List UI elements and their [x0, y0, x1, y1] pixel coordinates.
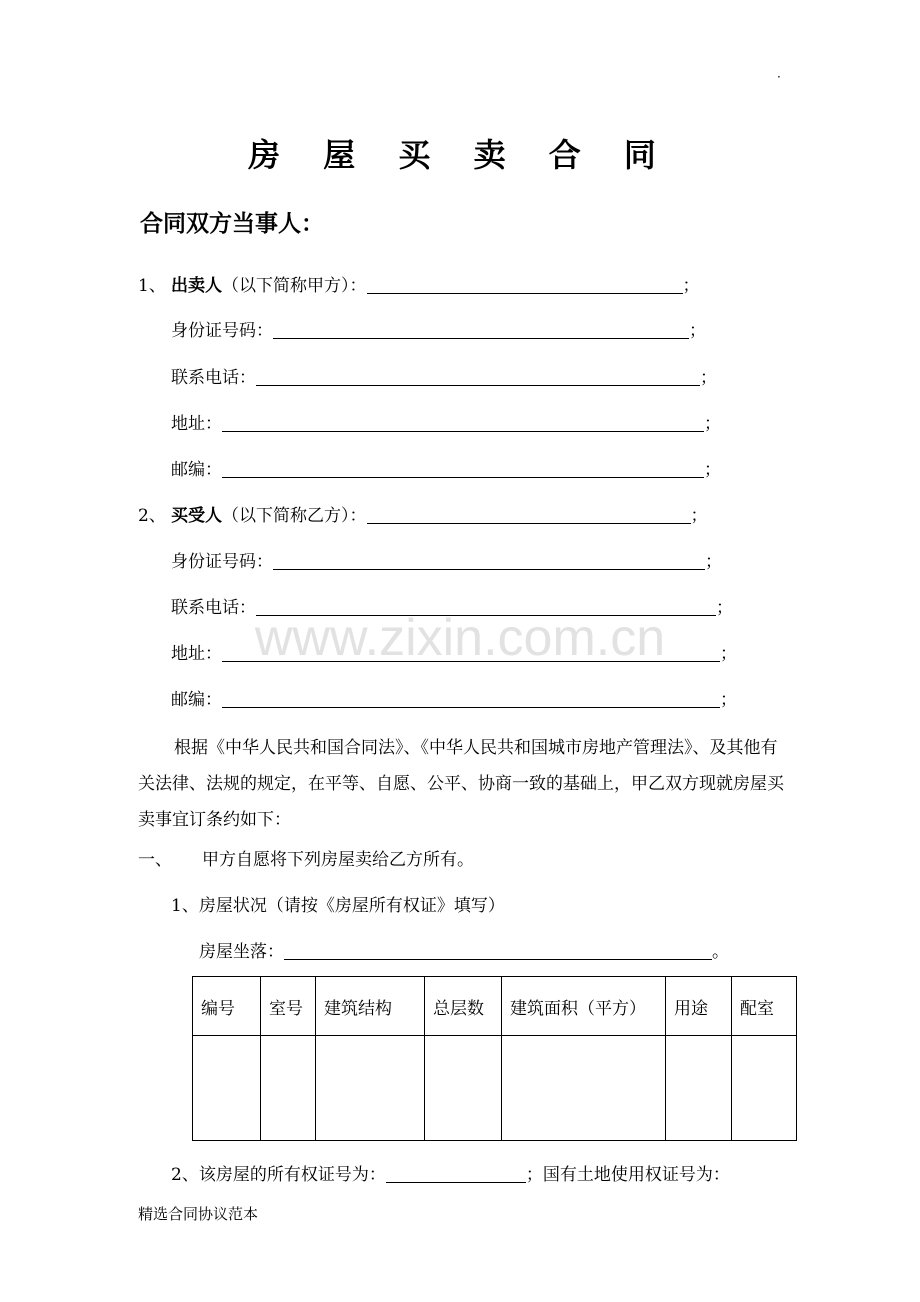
seller-address-blank[interactable]	[222, 411, 704, 432]
buyer-role-note: （以下简称乙方）：	[222, 506, 367, 526]
terminator: ；	[720, 690, 737, 710]
seller-role: 出卖人	[171, 276, 222, 296]
location-end: 。	[712, 942, 729, 962]
table-header: 室号	[261, 977, 316, 1036]
section1-text: 甲方自愿将下列房屋卖给乙方所有。	[202, 850, 474, 870]
item2-line	[171, 1161, 730, 1189]
preamble-paragraph: 根据《中华人民共和国合同法》、《中华人民共和国城市房地产管理法》、及其他有关法律、法规的规定，在平等、自愿、公平、协商一致的基础上，甲乙双方现就房屋买卖事宜订条约如下：	[138, 738, 784, 830]
buyer-address-line	[171, 640, 737, 668]
table-cell[interactable]	[425, 1036, 502, 1141]
terminator: ；	[716, 598, 733, 618]
seller-address-label: 地址：	[171, 414, 222, 434]
section1-label: 一、	[138, 850, 172, 870]
table-header: 建筑面积（平方）	[502, 977, 666, 1036]
table-header: 编号	[193, 977, 261, 1036]
seller-phone-line	[171, 364, 717, 392]
seller-phone-label: 联系电话：	[171, 368, 256, 388]
buyer-number: 2、	[138, 506, 166, 526]
terminator: ；	[705, 552, 722, 572]
house-table	[192, 976, 797, 1141]
table-header: 建筑结构	[316, 977, 425, 1036]
table-cell[interactable]	[666, 1036, 732, 1141]
seller-postcode-line	[171, 456, 721, 484]
terminator: ；	[682, 276, 700, 296]
seller-phone-blank[interactable]	[256, 365, 700, 386]
location-label: 房屋坐落：	[199, 942, 284, 962]
table-cell[interactable]	[732, 1036, 797, 1141]
item1-text: 房屋状况（请按《房屋所有权证》填写）	[198, 896, 505, 916]
seller-postcode-blank[interactable]	[222, 457, 704, 478]
table-cell[interactable]	[502, 1036, 666, 1141]
watermark: www.zixin.com.cn	[254, 609, 666, 667]
table-header-row	[193, 977, 797, 1036]
buyer-phone-label: 联系电话：	[171, 598, 256, 618]
table-header: 配室	[732, 977, 797, 1036]
terminator: ；	[690, 506, 708, 526]
ownership-cert-blank[interactable]	[386, 1162, 526, 1183]
seller-number: 1、	[138, 276, 166, 296]
buyer-address-label: 地址：	[171, 644, 222, 664]
item2-text-a: 该房屋的所有权证号为：	[198, 1165, 386, 1185]
table-header: 用途	[666, 977, 732, 1036]
table-row	[193, 1036, 797, 1141]
buyer-phone-line	[171, 594, 733, 622]
buyer-postcode-blank[interactable]	[222, 687, 720, 708]
item1-number: 1、	[171, 896, 199, 916]
buyer-address-blank[interactable]	[222, 641, 720, 662]
corner-mark: ·	[777, 70, 781, 84]
seller-line	[138, 272, 700, 300]
buyer-role: 买受人	[171, 506, 222, 526]
buyer-id-blank[interactable]	[273, 549, 705, 570]
terminator: ；	[704, 460, 721, 480]
terminator: ；	[720, 644, 737, 664]
buyer-phone-blank[interactable]	[256, 595, 716, 616]
seller-role-note: （以下简称甲方）：	[222, 276, 367, 296]
location-line	[199, 938, 729, 966]
buyer-name-blank[interactable]	[367, 503, 691, 524]
seller-name-blank[interactable]	[367, 273, 683, 294]
buyer-postcode-label: 邮编：	[171, 690, 222, 710]
document-title: 房 屋 买 卖 合 同	[248, 136, 672, 174]
table-header: 总层数	[425, 977, 502, 1036]
buyer-id-line	[171, 548, 722, 576]
table-cell[interactable]	[193, 1036, 261, 1141]
page-footer: 精选合同协议范本	[138, 1205, 259, 1223]
item1-line	[171, 892, 505, 920]
seller-id-label: 身份证号码：	[171, 321, 273, 341]
location-blank[interactable]	[284, 939, 712, 960]
table-cell[interactable]	[261, 1036, 316, 1141]
seller-id-line	[171, 317, 706, 345]
buyer-line	[138, 502, 708, 530]
terminator: ；	[704, 414, 721, 434]
table-cell[interactable]	[316, 1036, 425, 1141]
item2-text-b: ；国有土地使用权证号为：	[525, 1165, 730, 1185]
seller-postcode-label: 邮编：	[171, 460, 222, 480]
seller-address-line	[171, 410, 721, 438]
terminator: ；	[700, 368, 717, 388]
terminator: ；	[689, 321, 706, 341]
buyer-id-label: 身份证号码：	[171, 552, 273, 572]
section1-line	[138, 846, 474, 874]
buyer-postcode-line	[171, 686, 737, 714]
item2-number: 2、	[171, 1165, 199, 1185]
parties-heading: 合同双方当事人：	[140, 211, 324, 237]
seller-id-blank[interactable]	[273, 318, 689, 339]
